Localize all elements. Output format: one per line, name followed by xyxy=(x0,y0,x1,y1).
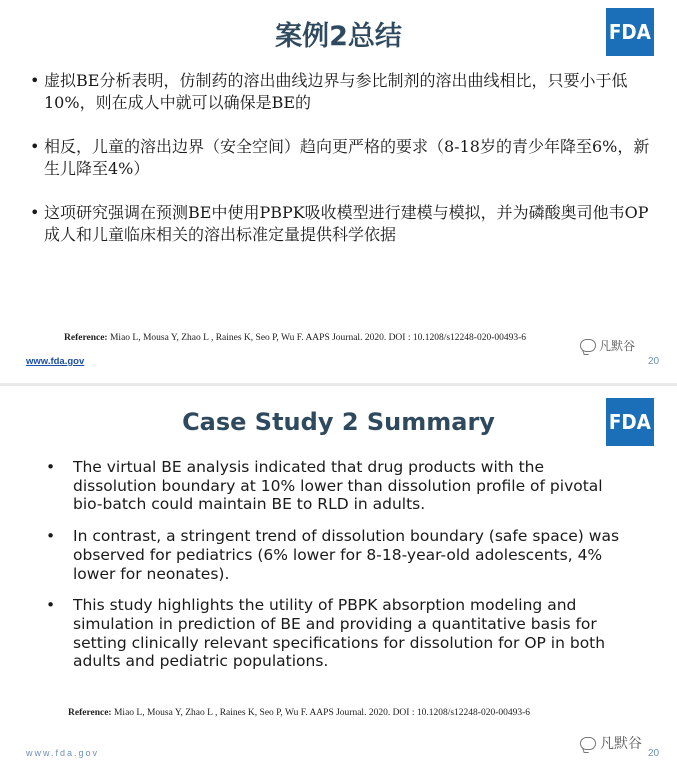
bullet-dot: • xyxy=(46,458,56,476)
bullet-item: • 这项研究强调在预测BE中使用PBPK吸收模型进行建模与模拟，并为磷酸奥司他韦OP成人和儿童临床相关的溶出标准定量提供科学依据 xyxy=(30,203,649,244)
bullet-item: • This study highlights the utility of PBPK absorption modeling and simulation in prediction of BE and providing a quantitative basis for setting clinically relevant specifications for dissolution for OP in both adults and pediatric populations. xyxy=(46,596,606,671)
bullet-item: • The virtual BE analysis indicated that drug products with the dissolution boundary at 10% lower than dissolution profile of pivotal bio-batch could maintain BE to RLD in adults. xyxy=(46,458,603,514)
bullet-list xyxy=(30,70,660,268)
watermark: 凡默谷 xyxy=(580,733,642,753)
fda-logo: FDA xyxy=(606,8,654,56)
bullet-dot: • xyxy=(46,596,56,615)
bullet-item: • 虚拟BE分析表明，仿制药的溶出曲线边界与参比制剂的溶出曲线相比，只要小于低10%，则在成人中就可以确保是BE的 xyxy=(30,71,628,112)
slide-chinese xyxy=(0,0,677,383)
fda-url-link[interactable]: www.fda.gov xyxy=(26,356,85,367)
chat-bubble-icon xyxy=(580,737,596,750)
slide-title: Case Study 2 Summary xyxy=(182,408,495,436)
watermark: 凡默谷 xyxy=(580,337,635,354)
bullet-dot: • xyxy=(30,71,40,90)
bullet-list xyxy=(46,458,631,684)
bullet-dot: • xyxy=(30,203,40,222)
page-number: 20 xyxy=(648,356,660,367)
reference: Reference: Miao L, Mousa Y, Zhao L , Raines K, Seo P, Wu F. AAPS Journal. 2020. DOI : 10.1208/s12248-020-00493-6 xyxy=(64,333,527,343)
fda-logo: FDA xyxy=(606,398,654,446)
fda-url: www.fda.gov xyxy=(26,748,100,758)
slide-english xyxy=(0,386,677,774)
bullet-dot: • xyxy=(30,137,40,156)
bullet-item: • In contrast, a stringent trend of dissolution boundary (safe space) was observed for pediatrics (6% lower for 8-18-year-old adolescents, 4% lower for neonates). xyxy=(46,527,620,583)
chat-bubble-icon xyxy=(580,339,596,352)
page-number: 20 xyxy=(648,748,660,759)
slide-title: 案例2总结 xyxy=(275,21,402,52)
reference: Reference: Miao L, Mousa Y, Zhao L , Raines K, Seo P, Wu F. AAPS Journal. 2020. DOI : 10.1208/s12248-020-00493-6 xyxy=(68,708,531,718)
bullet-dot: • xyxy=(46,527,56,546)
bullet-item: • 相反，儿童的溶出边界（安全空间）趋向更严格的要求（8-18岁的青少年降至6%，新生儿降至4%） xyxy=(30,137,650,178)
